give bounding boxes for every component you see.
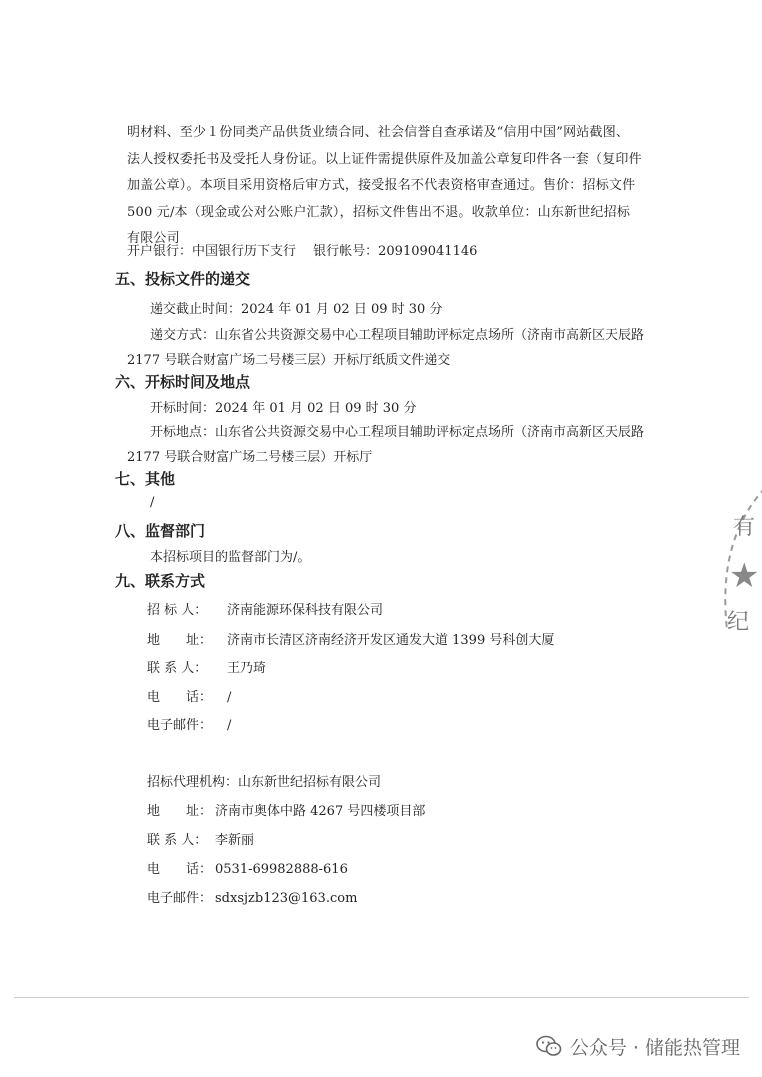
agency-phone-label: 电 话：: [147, 862, 213, 877]
section-heading-other: 七、其他: [115, 470, 176, 488]
watermark-text: 公众号 · 储能热管理: [569, 1036, 740, 1059]
agency-email-label: 电子邮件：: [147, 891, 213, 906]
section-heading-submission: 五、投标文件的递交: [115, 270, 251, 288]
agency-contact-label: 联 系 人：: [147, 833, 208, 848]
opening-place-continued: 2177 号联合财富广场二号楼三层）开标厅: [127, 450, 373, 465]
supervision-content: 本招标项目的监督部门为/。: [150, 550, 311, 565]
seal-star-icon: ★: [729, 556, 760, 596]
section-heading-supervision: 八、监督部门: [115, 522, 206, 540]
agency-row: [147, 800, 425, 819]
agency-row: [147, 829, 254, 848]
tenderer-address-label: 地 址：: [147, 633, 213, 648]
tenderer-contact-value: 王乃琦: [227, 661, 267, 676]
wechat-icon: [536, 1035, 562, 1057]
submission-deadline: 递交截止时间：2024 年 01 月 02 日 09 时 30 分: [150, 302, 443, 317]
agency-row: [147, 887, 357, 906]
tenderer-address-value: 济南市长清区济南经济开发区通发大道 1399 号科创大厦: [227, 633, 555, 648]
tenderer-row: [147, 714, 231, 733]
tenderer-phone-label: 电 话：: [147, 690, 213, 705]
section-heading-contact: 九、联系方式: [115, 572, 206, 590]
seal-char-2: 纪: [727, 610, 750, 635]
intro-paragraph: 明材料、至少１份同类产品供货业绩合同、社会信誉自查承诺及“信用中国”网站截图、法人授权委托书及受托人身份证。以上证件需提供原件及加盖公章复印件各一套（复印件加盖公章）。本项目采用资格后审方式，接受报名不代表资格审查通过。售价：招标文件 500 元/本（现金或公对公账户汇款），招标文件售出不退。收款单位：山东新世纪招标有限公司: [127, 125, 642, 246]
tenderer-email-label: 电子邮件：: [147, 718, 213, 733]
tenderer-contact-label: 联 系 人：: [147, 661, 208, 676]
tenderer-row: [147, 599, 383, 618]
tenderer-row: [147, 686, 231, 705]
agency-address-value: 济南市奥体中路 4267 号四楼项目部: [215, 804, 426, 819]
tenderer-name-value: 济南能源环保科技有限公司: [227, 603, 384, 618]
company-seal-stamp: [705, 480, 762, 670]
agency-email-value: sdxsjzb123@163.com: [215, 891, 358, 906]
bank-info-line: 开户银行：中国银行历下支行 银行帐号：209109041146: [127, 244, 478, 259]
opening-time: 开标时间：2024 年 01 月 02 日 09 时 30 分: [150, 401, 417, 416]
tenderer-row: [147, 657, 266, 676]
opening-place: 开标地点：山东省公共资源交易中心工程项目辅助评标定点场所（济南市高新区天辰路: [150, 425, 645, 440]
other-content: /: [150, 495, 155, 510]
tenderer-name-label: 招 标 人：: [147, 603, 208, 618]
seal-char-1: 有: [733, 515, 756, 540]
submission-method: 递交方式：山东省公共资源交易中心工程项目辅助评标定点场所（济南市高新区天辰路: [150, 328, 645, 343]
agency-address-label: 地 址：: [147, 804, 213, 819]
agency-name-line: 招标代理机构：山东新世纪招标有限公司: [147, 775, 382, 790]
agency-row: [147, 858, 348, 877]
submission-method-continued: 2177 号联合财富广场二号楼三层）开标厅纸质文件递交: [127, 353, 451, 368]
agency-phone-value: 0531-69982888-616: [215, 862, 348, 877]
agency-contact-value: 李新丽: [215, 833, 255, 848]
page-bottom-rule: [14, 997, 749, 998]
wechat-watermark: [536, 1032, 740, 1060]
section-heading-opening: 六、开标时间及地点: [115, 373, 251, 391]
tenderer-email-value: /: [227, 718, 232, 733]
tenderer-phone-value: /: [227, 690, 232, 705]
tenderer-row: [147, 629, 554, 648]
